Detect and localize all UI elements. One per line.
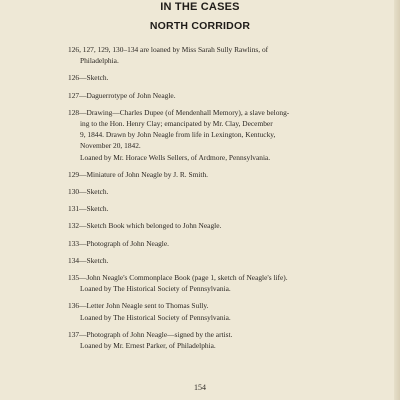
catalog-entry-136: [68, 300, 368, 322]
entry-line: 128—Drawing—Charles Dupee (of Mendenhall Memory), a slave belong-: [68, 107, 290, 117]
entry-line: 126, 127, 129, 130–134 are loaned by Miss Sarah Sully Rawlins, of: [68, 45, 269, 54]
catalog-entry-137: [68, 329, 368, 351]
entry-line: Loaned by Mr. Horace Wells Sellers, of Ardmore, Pennsylvania.: [80, 152, 271, 162]
entry-line: 129—Miniature of John Neagle by J. R. Smith.: [68, 169, 208, 179]
entry-line: November 20, 1842.: [80, 141, 141, 151]
catalog-entry-127: [68, 90, 368, 101]
catalog-entry-129: [68, 169, 368, 180]
catalog-entry-132: [68, 220, 368, 231]
entry-line: 126—Sketch.: [68, 73, 109, 83]
entry-line: 127—Daguerrotype of John Neagle.: [68, 90, 176, 100]
entry-line: 135—John Neagle's Commonplace Book (page 1, sketch of Neagle's life).: [68, 273, 288, 283]
catalog-entries: [68, 44, 368, 351]
catalog-entry-loan-note: [68, 44, 368, 66]
entry-line: 136—Letter John Neagle sent to Thomas Sully.: [68, 301, 209, 311]
entry-line: 137—Photograph of John Neagle—signed by the artist.: [68, 329, 233, 339]
entry-line: 131—Sketch.: [68, 204, 109, 214]
catalog-entry-131: [68, 203, 368, 214]
entry-line: 133—Photograph of John Neagle.: [68, 238, 169, 248]
entry-line: 132—Sketch Book which belonged to John Neagle.: [68, 221, 222, 231]
entry-line: Loaned by The Historical Society of Pennsylvania.: [80, 284, 231, 294]
entry-line: Loaned by The Historical Society of Pennsylvania.: [80, 312, 231, 322]
catalog-entry-135: [68, 272, 368, 294]
page-heading: IN THE CASES: [160, 1, 240, 13]
entry-line: 134—Sketch.: [68, 255, 109, 265]
entry-line: 130—Sketch.: [68, 187, 109, 197]
entry-line: Loaned by Mr. Ernest Parker, of Philadelphia.: [80, 341, 216, 351]
catalog-entry-134: [68, 255, 368, 266]
entry-line: 9, 1844. Drawn by John Neagle from life in Lexington, Kentucky,: [80, 130, 276, 140]
entry-line: ing to the Hon. Henry Clay; emancipated by Mr. Clay, December: [80, 119, 273, 129]
entry-line: Philadelphia.: [80, 56, 119, 66]
catalog-entry-128: [68, 107, 368, 163]
catalog-entry-130: [68, 186, 368, 197]
catalog-entry-133: [68, 238, 368, 249]
section-heading: NORTH CORRIDOR: [149, 20, 251, 32]
page-number: 154: [194, 383, 206, 392]
page-edge: [394, 0, 400, 400]
catalog-entry-126: [68, 72, 368, 83]
